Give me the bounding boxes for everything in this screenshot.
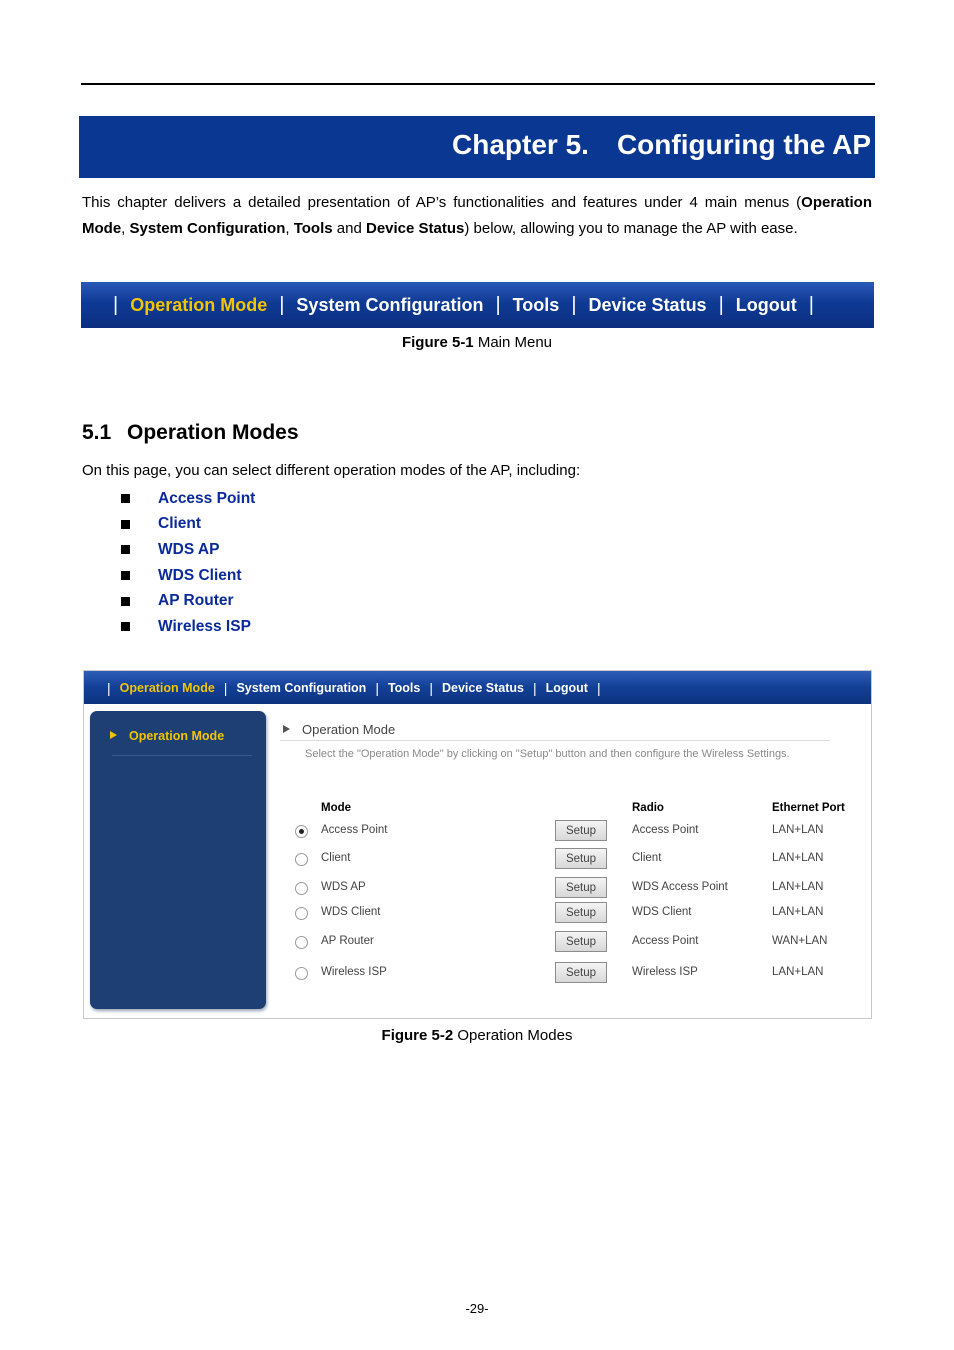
figure-2-text: Operation Modes bbox=[453, 1027, 573, 1044]
bullet-square-icon bbox=[121, 545, 130, 554]
mode-name: Access Point bbox=[321, 824, 388, 836]
section-number: 5.1 bbox=[82, 421, 112, 444]
sidebar-item-operation-mode[interactable] bbox=[110, 729, 224, 743]
mode-name: WDS AP bbox=[321, 881, 366, 893]
chapter-number: Chapter 5. bbox=[452, 129, 589, 160]
ui-top-menu bbox=[84, 671, 871, 704]
menu-separator: | bbox=[495, 293, 501, 316]
radio-mode: WDS Access Point bbox=[632, 881, 728, 893]
section-title: Operation Modes bbox=[127, 421, 299, 444]
ui-menu-system-configuration[interactable]: System Configuration bbox=[236, 680, 367, 695]
panel-divider bbox=[280, 740, 830, 741]
radio-mode: Access Point bbox=[632, 824, 699, 836]
panel-title bbox=[283, 722, 395, 737]
mode-link[interactable]: Wireless ISP bbox=[158, 617, 251, 635]
panel-description: Select the "Operation Mode" by clicking on "Setup" button and then configure the Wireless Settings. bbox=[305, 748, 790, 760]
intro-bold-operation-mode: Operation Mode bbox=[82, 194, 872, 237]
menu-item-device-status[interactable]: Device Status bbox=[588, 294, 707, 315]
ethernet-port: LAN+LAN bbox=[772, 824, 824, 836]
mode-name: Client bbox=[321, 852, 351, 864]
column-header-radio: Radio bbox=[632, 802, 664, 814]
bullet-square-icon bbox=[121, 571, 130, 580]
menu-separator: | bbox=[429, 679, 433, 696]
list-item bbox=[121, 588, 255, 614]
menu-separator: | bbox=[571, 293, 577, 316]
list-item bbox=[121, 563, 255, 589]
table-row bbox=[84, 849, 871, 871]
intro-text: , bbox=[285, 220, 294, 237]
mode-link[interactable]: WDS Client bbox=[158, 566, 242, 584]
mode-radio-ap-router[interactable] bbox=[295, 936, 308, 949]
mode-name: AP Router bbox=[321, 935, 374, 947]
column-header-ethernet: Ethernet Port bbox=[772, 802, 845, 814]
ui-menu-logout[interactable]: Logout bbox=[545, 680, 588, 695]
radio-mode: Client bbox=[632, 852, 662, 864]
ui-menu-operation-mode[interactable]: Operation Mode bbox=[119, 680, 215, 695]
intro-bold-tools: Tools bbox=[293, 220, 333, 237]
mode-name: Wireless ISP bbox=[321, 966, 387, 978]
chapter-name: Configuring the AP bbox=[616, 129, 871, 160]
intro-text: , bbox=[121, 220, 130, 237]
sidebar-item-label: Operation Mode bbox=[129, 729, 225, 743]
setup-button[interactable]: Setup bbox=[555, 877, 607, 898]
table-row bbox=[84, 932, 871, 954]
mode-link[interactable]: Client bbox=[158, 515, 202, 533]
section-heading bbox=[82, 421, 299, 445]
radio-mode: Wireless ISP bbox=[632, 966, 698, 978]
sidebar-divider bbox=[112, 755, 252, 756]
figure-2-caption bbox=[0, 1027, 954, 1044]
menu-separator: | bbox=[113, 293, 119, 316]
menu-item-operation-mode[interactable]: Operation Mode bbox=[130, 294, 268, 315]
ethernet-port: LAN+LAN bbox=[772, 852, 824, 864]
chapter-banner bbox=[79, 116, 875, 178]
mode-radio-wireless-isp[interactable] bbox=[295, 967, 308, 980]
list-item bbox=[121, 486, 255, 512]
main-menu-figure bbox=[81, 282, 874, 328]
header-rule bbox=[81, 83, 875, 85]
table-row bbox=[84, 878, 871, 900]
intro-text: and bbox=[332, 220, 366, 237]
menu-separator: | bbox=[596, 679, 601, 696]
intro-paragraph bbox=[82, 190, 872, 242]
intro-text: ) below, allowing you to manage the AP with ease. bbox=[464, 220, 798, 237]
ethernet-port: LAN+LAN bbox=[772, 966, 824, 978]
page-number: -29- bbox=[465, 1301, 489, 1316]
menu-item-system-configuration[interactable]: System Configuration bbox=[296, 294, 484, 315]
setup-button[interactable]: Setup bbox=[555, 962, 607, 983]
mode-link[interactable]: Access Point bbox=[158, 489, 256, 507]
ui-menu-device-status[interactable]: Device Status bbox=[442, 680, 524, 695]
bullet-square-icon bbox=[121, 597, 130, 606]
table-row bbox=[84, 963, 871, 985]
ethernet-port: WAN+LAN bbox=[772, 935, 828, 947]
figure-1-text: Main Menu bbox=[473, 334, 553, 351]
panel-title-text: Operation Mode bbox=[302, 722, 396, 737]
arrow-right-icon bbox=[110, 731, 117, 739]
menu-separator: | bbox=[107, 679, 111, 696]
figure-1-label: Figure 5-1 bbox=[401, 334, 474, 351]
setup-button[interactable]: Setup bbox=[555, 902, 607, 923]
mode-link[interactable]: AP Router bbox=[158, 592, 234, 610]
bullet-square-icon bbox=[121, 622, 130, 631]
table-row bbox=[84, 903, 871, 925]
setup-button[interactable]: Setup bbox=[555, 820, 607, 841]
ui-menu-tools[interactable]: Tools bbox=[387, 680, 421, 695]
menu-separator: | bbox=[808, 293, 814, 316]
arrow-right-icon bbox=[283, 725, 290, 733]
intro-bold-device-status: Device Status bbox=[365, 220, 465, 237]
figure-1-caption bbox=[0, 334, 954, 351]
menu-separator: | bbox=[223, 679, 228, 696]
setup-button[interactable]: Setup bbox=[555, 848, 607, 869]
list-item bbox=[121, 537, 255, 563]
mode-name: WDS Client bbox=[321, 906, 381, 918]
chapter-title bbox=[452, 129, 871, 161]
ethernet-port: LAN+LAN bbox=[772, 906, 824, 918]
mode-radio-client[interactable] bbox=[295, 853, 308, 866]
list-item bbox=[121, 512, 255, 538]
ethernet-port: LAN+LAN bbox=[772, 881, 824, 893]
operation-modes-screenshot bbox=[83, 670, 872, 1019]
menu-item-logout[interactable]: Logout bbox=[735, 294, 797, 315]
table-row bbox=[84, 821, 871, 843]
setup-button[interactable]: Setup bbox=[555, 931, 607, 952]
menu-separator: | bbox=[718, 293, 724, 316]
menu-separator: | bbox=[532, 679, 537, 696]
bullet-square-icon bbox=[121, 520, 130, 529]
mode-radio-wds-client[interactable] bbox=[295, 907, 308, 920]
bullet-square-icon bbox=[121, 494, 130, 503]
menu-separator: | bbox=[375, 679, 379, 696]
mode-list bbox=[121, 486, 255, 640]
intro-text: This chapter delivers a detailed presentation of AP’s functionalities and features under 4 main menus ( bbox=[82, 194, 802, 211]
mode-radio-wds-ap[interactable] bbox=[295, 882, 308, 895]
mode-link[interactable]: WDS AP bbox=[158, 540, 220, 558]
mode-radio-access-point[interactable] bbox=[295, 825, 308, 838]
column-header-mode: Mode bbox=[321, 802, 352, 814]
intro-bold-system-configuration: System Configuration bbox=[129, 220, 286, 237]
menu-item-tools[interactable]: Tools bbox=[512, 294, 560, 315]
section-lead: On this page, you can select different operation modes of the AP, including: bbox=[82, 462, 581, 479]
radio-mode: Access Point bbox=[632, 935, 699, 947]
list-item bbox=[121, 614, 255, 640]
figure-2-label: Figure 5-2 bbox=[381, 1027, 454, 1044]
radio-mode: WDS Client bbox=[632, 906, 692, 918]
menu-separator: | bbox=[279, 293, 285, 316]
